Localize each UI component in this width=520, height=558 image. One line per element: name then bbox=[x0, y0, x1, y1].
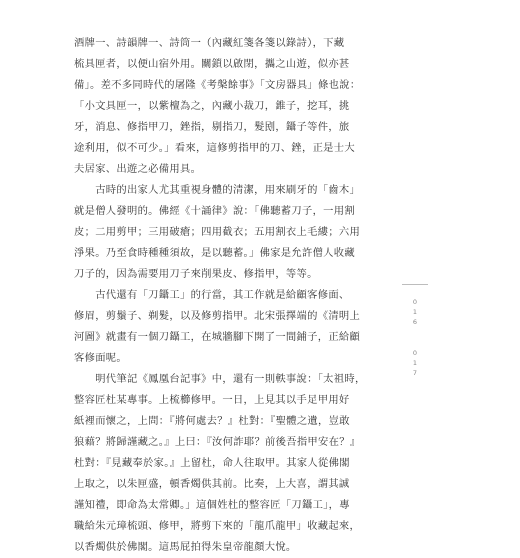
text-line: 「小文具匣一，以紫檀為之，內藏小裁刀，錐子，挖耳，挑 bbox=[74, 100, 350, 112]
text-line: 謹知禮，即命為太常卿。」這個姓杜的整容匠「刀鑷工」，專 bbox=[74, 499, 350, 511]
text-line: 修眉，剪鬚子、剃髮，以及修剪指甲。北宋張擇端的《清明上 bbox=[74, 310, 361, 322]
page-number-digit: 1 bbox=[412, 308, 418, 316]
text-line: 古時的出家人尤其重視身體的清潔，用來刷牙的「齒木」 bbox=[74, 184, 361, 196]
page-number-digit: 1 bbox=[412, 359, 418, 367]
book-body-text bbox=[74, 33, 384, 558]
text-line: 職給朱元璋梳頭、修甲，將剪下來的「龍爪龍甲」收藏起來， bbox=[74, 520, 361, 532]
page-number-digit: 7 bbox=[412, 369, 418, 377]
text-line: 牙，消息、修指甲刀，銼指，剔指刀，髮刡，鑷子等件，旅 bbox=[74, 121, 350, 133]
text-line: 淨果。乃至食時種種須故，是以聽蓄。」佛家是允許僧人收藏 bbox=[74, 247, 355, 259]
text-line: 途利用，似不可少。」看來，這修剪指甲的刀、銼，正是士大 bbox=[74, 142, 355, 154]
text-line: 杜對：『見藏奉於家。』上留杜，命人往取甲。其家人從佛閣 bbox=[74, 457, 350, 469]
text-line: 皮；二用剪甲；三用破瘡；四用截衣；五用割衣上毛縷；六用 bbox=[74, 226, 361, 238]
page-number-digit: 0 bbox=[412, 349, 418, 357]
page-divider-rule bbox=[402, 284, 428, 285]
text-line: 備」。差不多同時代的屠隆《考槃餘事》「文房器具」條也說： bbox=[74, 79, 361, 91]
page-number-digit: 0 bbox=[412, 298, 418, 306]
text-line: 酒牌一、詩韻牌一、詩筒一（內藏紅箋各箋以錄詩），下藏 bbox=[74, 37, 345, 49]
text-line: 上取之，以朱匣盛，頓香燭供其前。比奏，上大喜，謂其誠 bbox=[74, 478, 350, 490]
text-line: 整容匠杜某專事。上梳櫛修甲。一日，上見其以手足甲用好 bbox=[74, 394, 350, 406]
text-line: 就是僧人發明的。佛經《十誦律》說：「佛聽蓄刀子，一用割 bbox=[74, 205, 355, 217]
text-line: 梳具匣者，以便山宿外用。關鎖以啟閉，攜之山遊，似亦甚 bbox=[74, 58, 350, 70]
text-line: 古代還有「刀鑷工」的行當，其工作就是給顧客修面、 bbox=[74, 289, 350, 301]
text-line: 河圖》就畫有一個刀鑷工，在城牆腳下開了一間鋪子，正給顧 bbox=[74, 331, 361, 343]
text-line: 刀子的，因為需要用刀子來削果皮、修指甲，等等。 bbox=[74, 268, 318, 280]
text-line: 客修面呢。 bbox=[74, 352, 127, 364]
text-line: 夫居家、出遊之必備用具。 bbox=[74, 163, 202, 175]
text-line: 紙裡而懷之，上問：『將何處去？』杜對：『聖體之遺，豈敢 bbox=[74, 415, 350, 427]
page-number-digit: 6 bbox=[412, 318, 418, 326]
text-line: 狼藉？將歸謹藏之。』上曰：『汝何詐耶？前後吾指甲安在？』 bbox=[74, 436, 361, 448]
right-page-number bbox=[410, 348, 420, 378]
text-line: 明代筆記《鳳凰台記事》中，還有一則軼事說：「太祖時， bbox=[74, 373, 366, 385]
text-line: 以香燭供於佛閣。這馬屁拍得朱皇帝龍顏大悅。 bbox=[74, 541, 297, 553]
left-page-number bbox=[410, 297, 420, 327]
